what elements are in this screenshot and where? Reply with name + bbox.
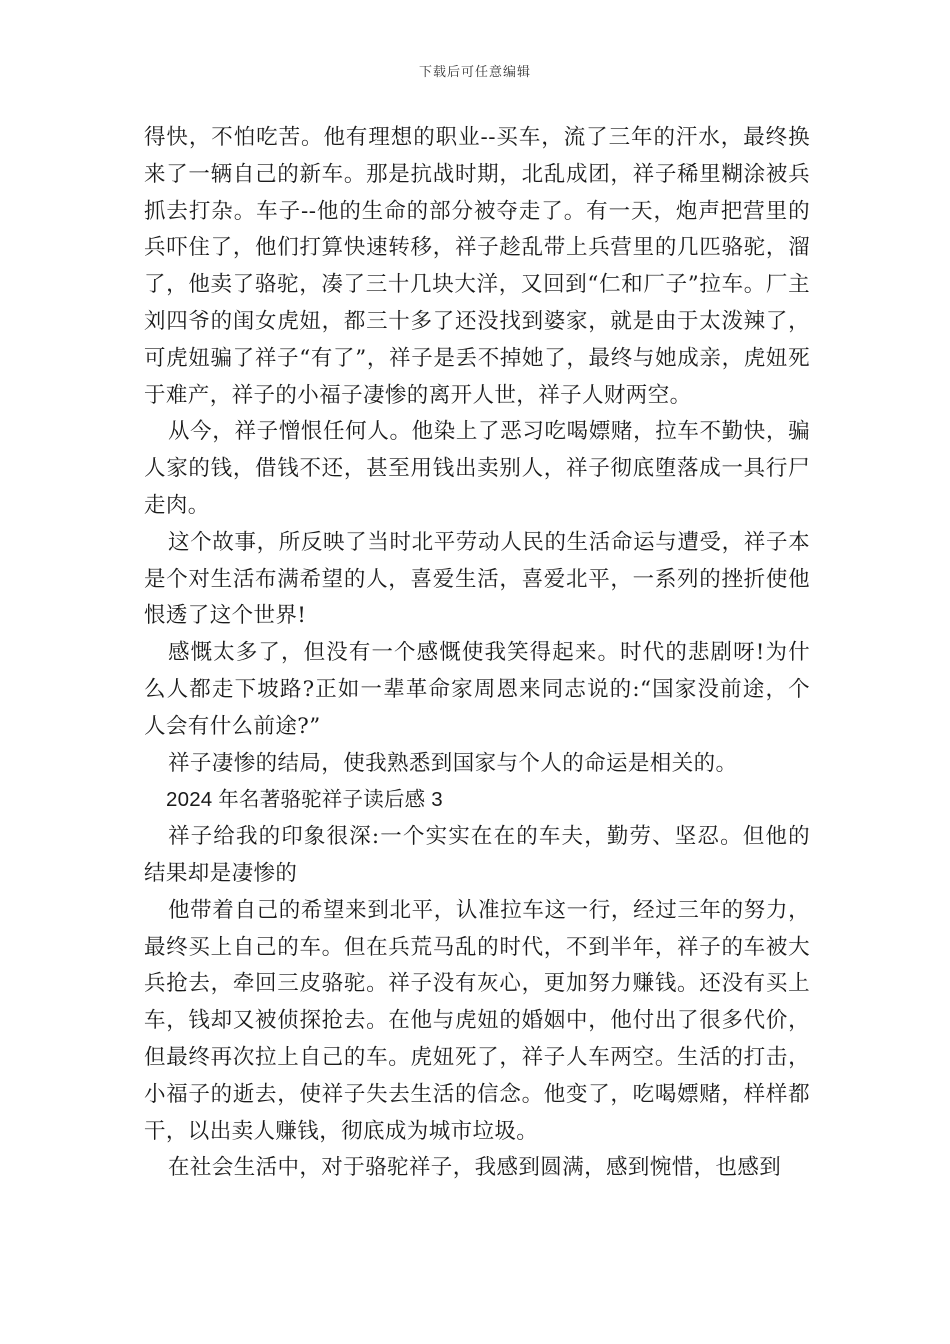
page-header: 下载后可任意编辑 — [418, 65, 531, 80]
paragraph-2: 从今，祥子憎恨任何人。他染上了恶习吃喝嫖赌，拉车不勤快，骗人家的钱，借钱不还，甚至用钱出卖别人，祥子彻底堕落成一具行尸走肉。 — [144, 419, 810, 518]
paragraph-5: 祥子凄惨的结局，使我熟悉到国家与个人的命运是相关的。 — [168, 750, 738, 776]
paragraph-3: 这个故事，所反映了当时北平劳动人民的生活命运与遭受，祥子本是个对生活布满希望的人，喜爱生活，喜爱北平，一系列的挫折使他恨透了这个世界! — [144, 529, 810, 629]
paragraph-6: 祥子给我的印象很深:一个实实在在的车夫，勤劳、坚忍。但他的结果却是凄惨的 — [144, 824, 810, 886]
paragraph-4: 感慨太多了，但没有一个感慨使我笑得起来。时代的悲剧呀!为什么人都走下坡路?正如一辈革命家周恩来同志说的:“国家没前途，个人会有什么前途?” — [144, 640, 810, 739]
paragraph-8: 在社会生活中，对于骆驼祥子，我感到圆满，感到惋惜，也感到 — [168, 1155, 782, 1181]
paragraph-1: 得快，不怕吃苦。他有理想的职业--买车，流了三年的汗水，最终换来了一辆自己的新车。那是抗战时期，北乱成团，祥子稀里糊涂被兵抓去打杂。车子--他的生命的部分被夺走了。有一天，炮声把营里的兵吓住了，他们打算快速转移，祥子趁乱带上兵营里的几匹骆驼，溜了，他卖了骆驼，凑了三十几块大洋，又回到“仁和厂子”拉车。厂主刘四爷的闺女虎妞，都三十多了还没找到婆家，就是由于太泼辣了，可虎妞骗了祥子“有了”，祥子是丢不掉她了，最终与她成亲，虎妞死于难产，祥子的小福子凄惨的离开人世，祥子人财两空。 — [144, 125, 810, 408]
section-heading: 2024 年名著骆驼祥子读后感 3 — [166, 788, 443, 812]
document-body — [144, 120, 810, 1187]
paragraph-7: 他带着自己的希望来到北平，认准拉车这一行，经过三年的努力，最终买上自己的车。但在兵荒马乱的时代，不到半年，祥子的车被大兵抢去，牵回三皮骆驼。祥子没有灰心，更加努力赚钱。还没有买上车，钱却又被侦探抢去。在他与虎妞的婚姻中，他付出了很多代价，但最终再次拉上自己的车。虎妞死了，祥子人车两空。生活的打击，小福子的逝去，使祥子失去生活的信念。他变了，吃喝嫖赌，样样都干，以出卖人赚钱，彻底成为城市垃圾。 — [144, 897, 810, 1144]
